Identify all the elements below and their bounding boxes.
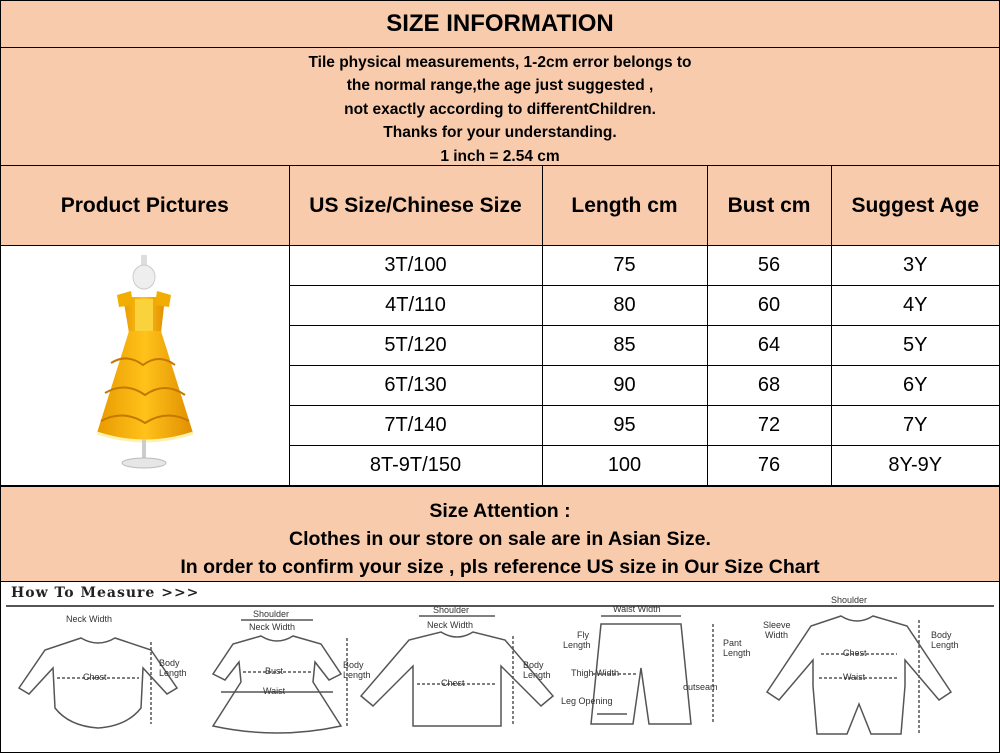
label: Length [723, 648, 751, 658]
note-line: Tile physical measurements, 1-2cm error belongs to [308, 54, 692, 71]
label: Neck Width [249, 622, 296, 632]
label: Body [159, 658, 180, 668]
label: Chest [843, 648, 867, 658]
label: Leg Opening [561, 696, 613, 706]
age-cell: 4Y [831, 286, 999, 326]
header-age: Suggest Age [831, 166, 999, 246]
size-table [1, 166, 999, 486]
length-cell: 80 [542, 286, 707, 326]
dress-diagram [213, 609, 371, 733]
note-line: the normal range,the age just suggested , [346, 77, 654, 95]
bust-cell: 64 [707, 326, 831, 366]
product-picture-cell [1, 246, 289, 486]
bust-cell: 68 [707, 366, 831, 406]
age-cell: 3Y [831, 246, 999, 286]
size-cell: 4T/110 [289, 286, 542, 326]
label: Thigh Width [571, 668, 620, 678]
header-product-pictures: Product Pictures [1, 166, 289, 246]
attention-line: In order to confirm your size , pls reference US size in Our Size Chart [180, 556, 820, 578]
attention-line: Clothes in our store on sale are in Asian Size. [289, 528, 711, 550]
table-header-row [1, 166, 999, 246]
label: Waist Width [613, 604, 661, 614]
age-cell: 5Y [831, 326, 999, 366]
label: Body [931, 630, 952, 640]
label: Shoulder [831, 595, 868, 605]
header-length: Length cm [542, 166, 707, 246]
measure-diagrams [1, 595, 999, 740]
label: Body [523, 660, 544, 670]
age-cell: 8Y-9Y [831, 446, 999, 486]
size-attention [1, 486, 999, 582]
note-line: Thanks for your understanding. [383, 124, 617, 142]
how-to-measure [1, 582, 999, 742]
bust-cell: 72 [707, 406, 831, 446]
label: Length [523, 670, 551, 680]
label: Shoulder [253, 609, 290, 619]
pants-diagram [561, 604, 751, 724]
label: Bust [265, 666, 284, 676]
how-to-measure-title: How To Measure >>> [11, 585, 200, 601]
shirt-diagram [361, 605, 553, 726]
label: Length [159, 668, 187, 678]
table-row [1, 246, 999, 286]
label: Neck Width [66, 614, 113, 624]
label: Chest [441, 678, 465, 688]
size-cell: 7T/140 [289, 406, 542, 446]
bust-cell: 56 [707, 246, 831, 286]
label: Chest [83, 672, 107, 682]
label: Pant [723, 638, 742, 648]
length-cell: 100 [542, 446, 707, 486]
measurement-note [1, 48, 999, 166]
length-cell: 75 [542, 246, 707, 286]
attention-line: Size Attention : [429, 500, 571, 522]
note-line: not exactly according to differentChildren. [344, 100, 656, 118]
size-cell: 3T/100 [289, 246, 542, 286]
label: Neck Width [427, 620, 474, 630]
size-cell: 6T/130 [289, 366, 542, 406]
label: Width [765, 630, 789, 640]
romper-diagram [763, 595, 959, 734]
age-cell: 6Y [831, 366, 999, 406]
label: Body [343, 660, 364, 670]
onesie-diagram [19, 614, 187, 728]
size-cell: 8T-9T/150 [289, 446, 542, 486]
length-cell: 95 [542, 406, 707, 446]
bust-cell: 76 [707, 446, 831, 486]
age-cell: 7Y [831, 406, 999, 446]
dress-image [75, 253, 215, 473]
bust-cell: 60 [707, 286, 831, 326]
label: Waist [263, 686, 286, 696]
length-cell: 85 [542, 326, 707, 366]
label: outseam [683, 682, 718, 692]
label: Length [931, 640, 959, 650]
label: Shoulder [433, 605, 470, 615]
label: Fly [577, 630, 589, 640]
page-title: SIZE INFORMATION [1, 1, 999, 48]
size-cell: 5T/120 [289, 326, 542, 366]
label: Waist [843, 672, 866, 682]
header-size: US Size/Chinese Size [289, 166, 542, 246]
label: Sleeve [763, 620, 791, 630]
length-cell: 90 [542, 366, 707, 406]
label: Length [343, 670, 371, 680]
header-bust: Bust cm [707, 166, 831, 246]
note-line: 1 inch = 2.54 cm [440, 147, 560, 165]
label: Length [563, 640, 591, 650]
